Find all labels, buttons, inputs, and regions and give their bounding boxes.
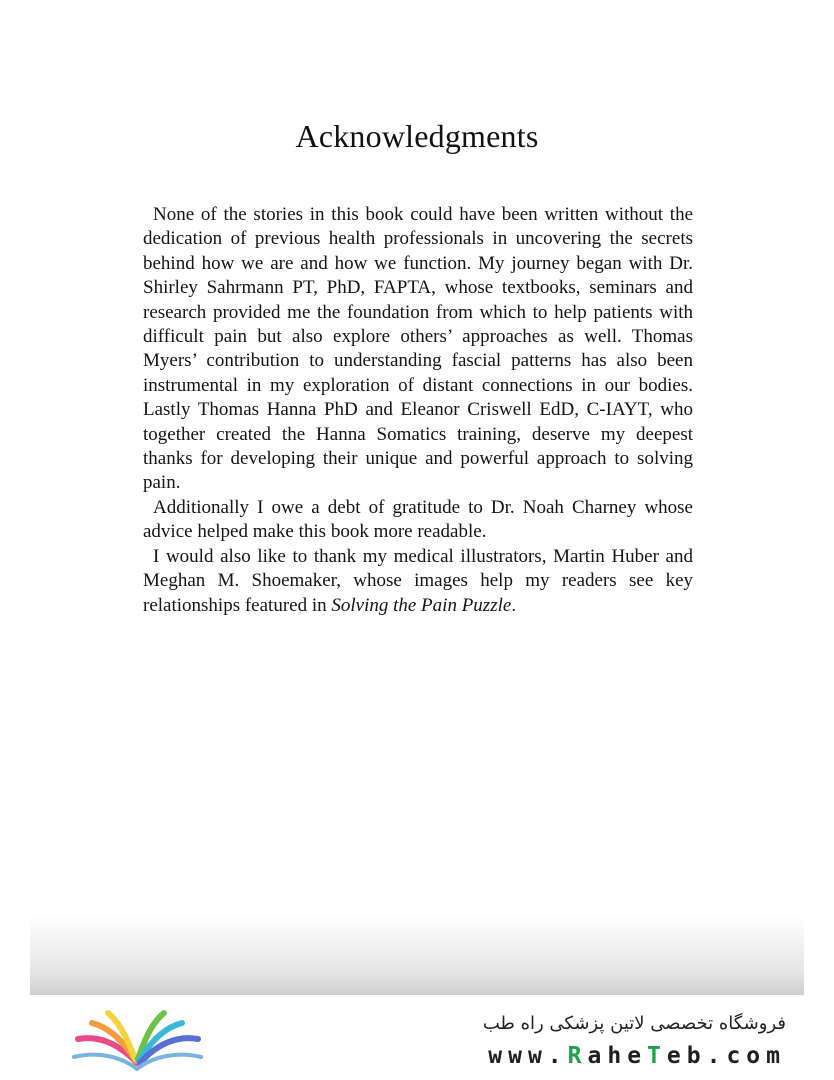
url-part: eb.com (666, 1043, 786, 1069)
closing-period: . (511, 594, 517, 616)
book-title-italic: Solving the Pain Puzzle (331, 594, 512, 616)
website-url (488, 1043, 786, 1069)
page-title: Acknowledgments (295, 118, 539, 154)
url-accent-r: R (567, 1043, 588, 1069)
store-name: فروشگاه تخصصی لاتین پزشکی راه طب (482, 1013, 786, 1034)
paragraph-2: Additionally I owe a debt of gratitude to Dr. Noah Charney whose advice helped make this book more readable. (143, 496, 693, 543)
url-part: ahe (587, 1043, 648, 1069)
url-part: www. (488, 1043, 568, 1069)
paragraph-1: None of the stories in this book could have been written without the dedication of previous health professionals in uncovering the secrets behind how we are and how we function. My journey began with Dr. Shirley Sahrmann PT, PhD, FAPTA, whose textbooks, seminars and research provided me the foundation from which to help patients with difficult pain but also explore others’ approaches as well. Thomas Myers’ contribution to understanding fascial patterns has also been instrumental in my exploration of distant connections in our bodies. Lastly Thomas Hanna PhD and Eleanor Criswell EdD, C-IAYT, who together created the Hanna Somatics training, deserve my deepest thanks for developing their unique and powerful approach to solving pain. (143, 204, 693, 494)
paragraph-3-text: I would also like to thank my medical illustrators, Martin Huber and Meghan M. Shoemaker, whose images help my readers see key relationships featured in (143, 545, 693, 616)
paragraph-3 (143, 545, 693, 618)
acknowledgments-body (143, 203, 693, 618)
open-book-rainbow-icon (70, 1005, 205, 1075)
scan-shadow (30, 915, 804, 995)
url-accent-t: T (647, 1043, 667, 1069)
watermark-footer (0, 995, 834, 1080)
